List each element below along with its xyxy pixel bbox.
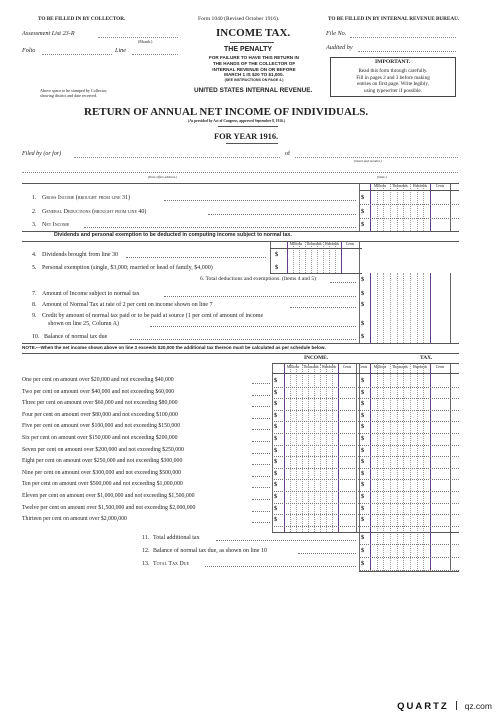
important-line: using typewriter if possible.	[364, 87, 422, 94]
state-label: (State.)	[377, 175, 387, 179]
dollar-sign: $	[274, 516, 278, 524]
dollar-sign: $	[361, 194, 365, 201]
row-rule	[272, 433, 459, 434]
important-title: IMPORTANT.	[375, 59, 411, 65]
dollar-sign: $	[275, 251, 279, 258]
exemption-header: Dividends and personal exemption to be deducted in computing income subject to normal tax.	[54, 232, 292, 238]
schedule-row-label: Six per cent on amount over $150,000 and not exceeding $200,000	[22, 435, 178, 441]
grid-sub-rule	[417, 184, 418, 231]
important-line: entries on first page. Write legibly,	[357, 81, 429, 88]
line-field[interactable]	[132, 54, 178, 55]
grid-sub-rule	[377, 273, 378, 343]
grid-rule	[323, 242, 324, 273]
important-box	[330, 57, 456, 97]
dollar-sign: $	[361, 547, 365, 554]
dollar-sign: $	[274, 504, 278, 512]
dollar-sign: $	[274, 435, 278, 442]
leader-dots	[298, 553, 356, 554]
dollar-sign: $	[361, 560, 365, 567]
publisher-brand: QUARTZ	[397, 701, 449, 712]
column-header-thousands: Thousands	[306, 242, 322, 246]
row-rule	[272, 456, 459, 457]
line-number: 8.	[32, 302, 37, 308]
file-no-label: File No.	[326, 30, 347, 37]
schedule-row-label: Twelve per cent on amount over $1,500,000 and not exceeding $2,000,000	[22, 504, 196, 511]
line-number: 7.	[32, 291, 37, 297]
leader-dots	[252, 476, 270, 477]
grid-rule	[430, 184, 431, 231]
line-description: General Deductions (brought from line 40)	[42, 209, 147, 215]
form-number: Form 1040 (Revised October 1916).	[198, 16, 280, 22]
grid-rule-left	[370, 273, 371, 343]
line-description: Amount of Income subject to normal tax	[42, 291, 140, 297]
grid-rule	[430, 273, 431, 343]
street-label: (Street and number.)	[354, 159, 382, 163]
row-rule	[272, 526, 459, 527]
folio-label: Folio	[22, 47, 36, 54]
grid-sub-rule	[417, 273, 418, 343]
grid-rule-left	[370, 184, 371, 231]
grid-sub-rule	[377, 184, 378, 231]
grid-rule	[450, 184, 451, 231]
publisher-mark	[397, 696, 492, 714]
dollar-sign: $	[361, 411, 365, 419]
grid-rule	[359, 273, 360, 343]
row-rule	[272, 491, 459, 492]
dollar-sign: $	[361, 493, 365, 500]
row-rule	[359, 544, 459, 545]
dollar-sign: $	[274, 423, 278, 431]
grid-sub-rule	[293, 242, 294, 273]
grid-sub-rule	[335, 242, 336, 273]
leader-dots	[208, 214, 356, 215]
row-rule	[359, 557, 459, 558]
grid-sub-rule	[403, 184, 404, 231]
column-header-hundreds: Hundreds	[413, 365, 427, 369]
grid-sub-rule	[326, 364, 327, 532]
row-rule	[272, 421, 459, 422]
row-rule	[272, 398, 459, 399]
post-office-field[interactable]	[22, 172, 458, 173]
leader-dots	[252, 487, 270, 488]
line-description: Credit by amount of normal tax paid or to be paid at source (1 per cent of amount of income	[42, 313, 264, 319]
penalty-line: INTERNAL REVENUE ON OR BEFORE	[212, 66, 296, 72]
grid-rule	[410, 184, 411, 231]
dollar-sign: $	[361, 301, 365, 308]
folio-field[interactable]	[42, 54, 112, 55]
penalty-line: THE HANDS OF THE COLLECTOR OF	[212, 60, 296, 66]
row-rule	[272, 514, 459, 515]
column-header-cents: Cents	[358, 365, 368, 369]
column-header-thousands: Thousands	[303, 365, 319, 369]
grid-rule	[410, 273, 411, 343]
grid-rule	[390, 184, 391, 231]
leader-dots	[216, 540, 356, 541]
dollar-sign: $	[361, 469, 365, 477]
dollar-sign: $	[361, 221, 365, 228]
grid-sub-rule	[308, 364, 309, 532]
grid-sub-rule	[423, 184, 424, 231]
line-6: 6. Total deductions and exemptions. (Items 4 and 5)	[200, 276, 317, 282]
total-line-description: Total Tax Due	[153, 561, 190, 567]
act-reference: (As provided by Act of Congress, approved September 8, 1916.)	[188, 119, 285, 123]
dollar-sign: $	[275, 264, 279, 271]
grid-rule	[356, 364, 357, 532]
leader-dots	[252, 511, 270, 512]
row-rule	[272, 479, 459, 480]
row-rule	[272, 387, 459, 388]
leader-dots	[252, 499, 270, 500]
dollar-sign: $	[361, 446, 365, 454]
schedule-row-label: Nine per cent on amount over $300,000 and not exceeding $500,000	[22, 469, 182, 476]
schedule-row-label: Three per cent on amount over $60,000 and not exceeding $80,000	[22, 400, 178, 407]
dollar-sign: $	[274, 388, 278, 396]
dollar-sign: $	[274, 400, 278, 408]
dollar-sign: $	[274, 377, 278, 384]
leader-dots	[252, 464, 270, 465]
tax-year: FOR YEAR 1916.	[214, 132, 279, 141]
column-header-thousands: Thousands	[392, 184, 408, 188]
row-rule	[359, 204, 459, 205]
income-column-header: INCOME.	[304, 355, 329, 361]
dollar-sign: $	[361, 320, 365, 327]
penalty-line: MARCH 1 IS $20 TO $1,000.	[224, 72, 284, 78]
collector-heading: TO BE FILLED IN BY COLLECTOR.	[38, 16, 126, 22]
leader-dots	[252, 441, 270, 442]
grid-rule	[359, 184, 360, 231]
line-description: Dividends brought from line 30	[42, 252, 118, 258]
grid-sub-rule	[314, 364, 315, 532]
dollar-sign: $	[361, 534, 365, 541]
row-rule	[272, 503, 459, 504]
dollar-sign: $	[361, 435, 365, 442]
row-rule	[272, 468, 459, 469]
leader-dots	[130, 339, 356, 340]
leader-dots	[330, 282, 356, 283]
penalty-line: (SEE INSTRUCTIONS ON PAGE 4.)	[224, 78, 284, 83]
column-header-millions: Millions	[289, 242, 303, 246]
dollar-sign: $	[361, 388, 365, 396]
tax-column-header: TAX.	[420, 355, 433, 361]
column-header-cents: Cents	[345, 242, 355, 246]
dollar-sign: $	[361, 481, 365, 489]
dollar-sign: $	[361, 504, 365, 512]
leader-dots	[150, 326, 356, 327]
leader-dots	[290, 307, 356, 308]
line-number: 1.	[32, 195, 37, 201]
dollar-sign: $	[274, 411, 278, 419]
leader-dots	[126, 257, 266, 258]
line-label: Line	[115, 47, 127, 54]
column-header-hundreds: Hundreds	[325, 242, 339, 246]
important-line: Fill in pages 2 and 3 before making	[356, 74, 430, 81]
grid-sub-rule	[403, 273, 404, 343]
schedule-row-label: Seven per cent on amount over $200,000 and not exceeding $250,000	[22, 446, 184, 453]
grid-rule	[338, 364, 339, 532]
filed-by-field[interactable]	[74, 157, 280, 158]
total-line-number: 12.	[142, 548, 150, 554]
schedule-row-label: Two per cent on amount over $40,000 and not exceeding $60,000	[22, 388, 175, 395]
column-header-hundreds: Hundreds	[322, 365, 336, 369]
street-field[interactable]	[295, 157, 458, 158]
leader-dots	[252, 383, 270, 384]
dollar-sign: $	[274, 493, 278, 500]
line-description: Balance of normal tax due	[44, 334, 108, 340]
grid-rule	[270, 242, 271, 273]
row-rule	[359, 218, 459, 219]
total-line-number: 11.	[142, 535, 150, 541]
leader-dots	[252, 429, 270, 430]
dollar-sign: $	[274, 446, 278, 454]
leader-dots	[252, 453, 270, 454]
row-rule	[272, 410, 459, 411]
assessment-list-label: Assessment List 23-R	[22, 30, 75, 37]
stamp-note-2: showing district and date received.	[40, 93, 97, 98]
dollar-sign: $	[361, 208, 365, 215]
line-description: Amount of Normal Tax at rate of 2 per cent on income shown on line 7	[42, 302, 213, 308]
dollar-sign: $	[361, 333, 365, 340]
leader-dots	[205, 566, 356, 567]
dollar-sign: $	[274, 458, 278, 466]
line-description: Gross Income (brought from line 31)	[42, 195, 131, 201]
dollar-sign: $	[361, 516, 365, 524]
line-description: Personal exemption (single, $3,000; married or head of family, $4,000)	[42, 265, 213, 271]
dollar-sign: $	[361, 276, 365, 283]
form-title: INCOME TAX.	[216, 27, 291, 39]
line-description: Net Income	[42, 222, 70, 228]
grid-sub-rule	[332, 364, 333, 532]
grid-sub-rule	[299, 242, 300, 273]
additional-tax-note: NOTE.—When the net income shown above on line 3 exceeds $20,000 the additional tax thereon must be calculated as per schedule below.	[22, 345, 326, 350]
stamp-note-1: Above space to be stamped by Collector,	[40, 88, 108, 93]
schedule-row-label: Four per cent on amount over $80,000 and not exceeding $100,000	[22, 411, 178, 418]
of-label: of	[285, 151, 290, 157]
leader-dots	[164, 296, 356, 297]
column-header-cents: Cents	[342, 365, 352, 369]
grid-rule-left	[287, 242, 288, 273]
schedule-row-label: Eleven per cent on amount over $1,000,000 and not exceeding $1,500,000	[22, 493, 195, 499]
grid-sub-rule	[290, 364, 291, 532]
column-header-cents: Cents	[435, 184, 445, 188]
dollar-sign: $	[361, 377, 365, 384]
line-number: 9.	[32, 313, 37, 319]
dollar-sign: $	[361, 423, 365, 431]
filed-by-label: Filed by (or for)	[22, 151, 62, 157]
agency-name: UNITED STATES INTERNAL REVENUE.	[194, 87, 313, 94]
line-description-cont: shown on line 25, Column A)	[48, 321, 120, 327]
column-header-hundreds: Hundreds	[413, 184, 427, 188]
dollar-sign: $	[274, 469, 278, 477]
leader-dots	[252, 522, 270, 523]
dollar-sign: $	[361, 458, 365, 466]
grid-rule	[341, 242, 342, 273]
total-line-description: Total additional tax	[153, 535, 200, 541]
leader-dots	[252, 395, 270, 396]
important-text	[331, 68, 455, 94]
dollar-sign: $	[361, 400, 365, 408]
grid-sub-rule	[317, 242, 318, 273]
leader-dots	[252, 406, 270, 407]
grid-sub-rule	[397, 273, 398, 343]
grid-sub-rule	[397, 184, 398, 231]
schedule-row-label: One per cent on amount over $20,000 and not exceeding $40,000	[22, 377, 174, 383]
post-office-label: (Post-office address.)	[148, 175, 178, 179]
audited-by-label: Audited by	[326, 44, 353, 51]
column-header-millions: Millions	[373, 365, 387, 369]
row-rule	[272, 445, 459, 446]
schedule-row-label: Thirteen per cent on amount over $2,000,000	[22, 516, 127, 523]
penalty-text	[196, 55, 312, 84]
penalty-title: THE PENALTY	[224, 46, 273, 53]
grid-rule	[390, 273, 391, 343]
important-line: Read this form through carefully.	[358, 68, 428, 74]
publisher-domain: qz.com	[464, 701, 492, 711]
grid-rule	[302, 364, 303, 532]
column-header-millions: Millions	[373, 184, 387, 188]
line-number: 4.	[32, 252, 37, 258]
grid-rule-left	[284, 364, 285, 532]
grid-sub-rule	[329, 242, 330, 273]
column-header-cents: Cents	[435, 365, 445, 369]
grid-sub-rule	[423, 273, 424, 343]
dollar-sign: $	[361, 290, 365, 297]
total-line-description: Balance of normal tax due, as shown on line 10	[153, 548, 267, 554]
line-number: 5.	[32, 265, 37, 271]
grid-sub-rule	[311, 242, 312, 273]
file-no-field[interactable]	[350, 37, 456, 38]
return-title: RETURN OF ANNUAL NET INCOME OF INDIVIDUALS.	[84, 106, 369, 118]
assessment-list-field[interactable]	[98, 37, 178, 38]
leader-dots	[252, 418, 270, 419]
dollar-sign: $	[274, 481, 278, 489]
grid-rule	[305, 242, 306, 273]
grid-sub-rule	[383, 273, 384, 343]
publisher-divider	[456, 701, 457, 710]
line-number: 10.	[32, 334, 40, 340]
grid-rule	[272, 364, 273, 532]
month-label: (Month.)	[138, 39, 153, 44]
leader-dots	[84, 227, 356, 228]
grid-rule	[359, 242, 360, 273]
grid-sub-rule	[296, 364, 297, 532]
audited-by-field[interactable]	[358, 51, 456, 52]
total-line-number: 13.	[142, 561, 150, 567]
schedule-row-label: Eight per cent on amount over $250,000 and not exceeding $300,000	[22, 458, 183, 465]
column-header-millions: Millions	[286, 365, 300, 369]
line-number: 3.	[32, 222, 37, 228]
penalty-line: FOR FAILURE TO HAVE THIS RETURN IN	[209, 55, 299, 60]
grid-sub-rule	[383, 184, 384, 231]
grid-rule	[450, 273, 451, 343]
column-header-thousands: Thousands	[392, 365, 408, 369]
schedule-row-label: Ten per cent on amount over $500,000 and not exceeding $1,000,000	[22, 481, 183, 488]
bureau-heading: TO BE FILLED IN BY INTERNAL REVENUE BUREAU.	[328, 16, 460, 22]
line-number: 2.	[32, 209, 37, 215]
grid-rule	[320, 364, 321, 532]
leader-dots	[164, 200, 356, 201]
schedule-row-label: Five per cent on amount over $100,000 and not exceeding $150,000	[22, 423, 181, 430]
